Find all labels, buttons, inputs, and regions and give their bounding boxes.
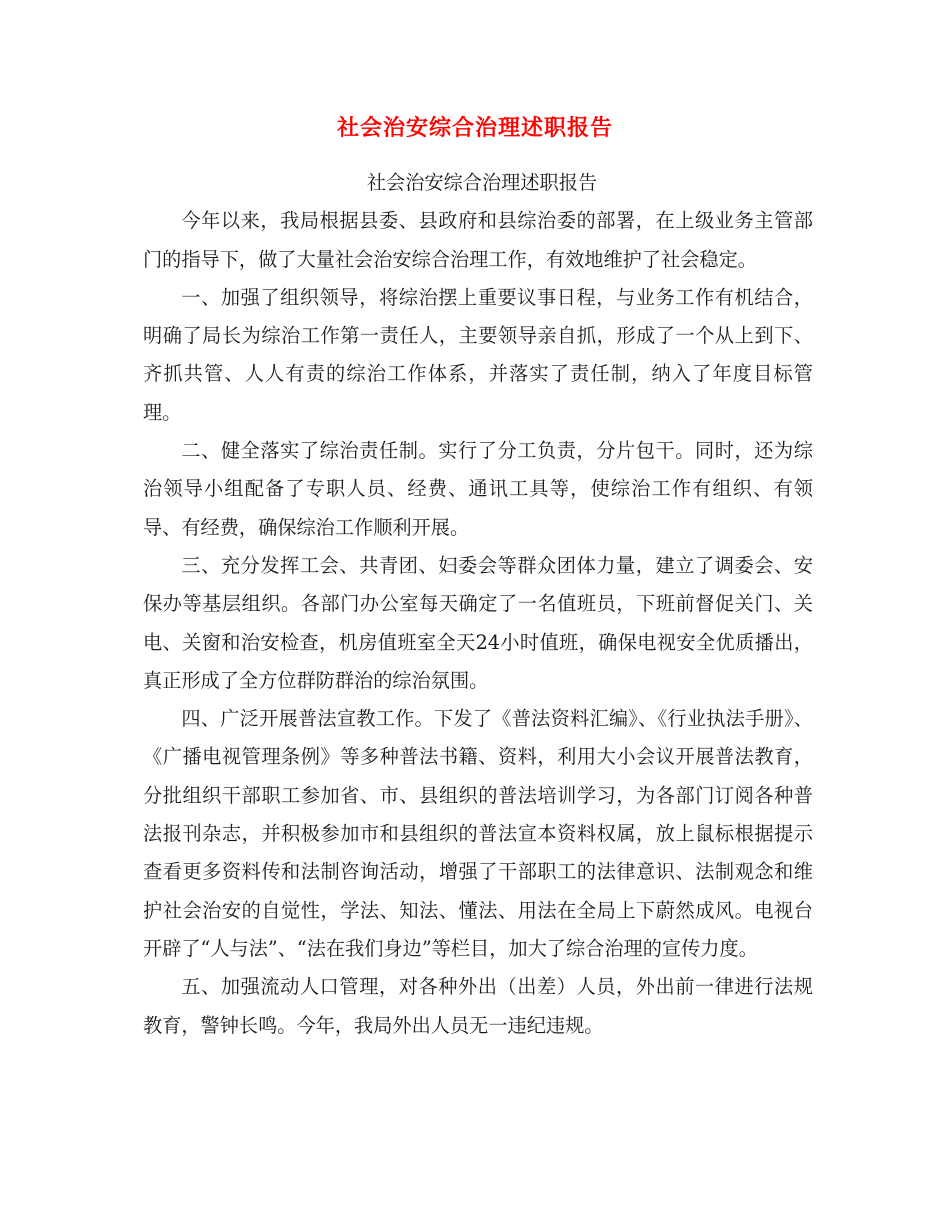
document-body — [143, 164, 813, 1045]
paragraph-section-4: 四、广泛开展普法宣教工作。下发了《普法资料汇编》、《行业执法手册》、《广播电视管理条例》等多种普法书籍、资料，利用大小会议开展普法教育，分批组织干部职工参加省、市、县组织的普法培训学习，为各部门订阅各种普法报刊杂志，并积极参加市和县组织的普法宣本资料权属，放上鼠标根据提示查看更多资料传和法制咨询活动，增强了干部职工的法律意识、法制观念和维护社会治安的自觉性，学法、知法、懂法、用法在全局上下蔚然成风。电视台开辟了“人与法”、“法在我们身边”等栏目，加大了综合治理的宣传力度。 — [143, 707, 813, 960]
paragraph-section-5: 五、加强流动人口管理，对各种外出（出差）人员，外出前一律进行法规教育，警钟长鸣。今年，我局外出人员无一违纪违规。 — [143, 975, 813, 1037]
paragraph-section-2: 二、健全落实了综治责任制。实行了分工负责，分片包干。同时，还为综治领导小组配备了专职人员、经费、通讯工具等，使综治工作有组织、有领导、有经费，确保综治工作顺利开展。 — [143, 439, 813, 539]
document-title: 社会治安综合治理述职报告 — [336, 115, 613, 141]
document-subtitle: 社会治安综合治理述职报告 — [366, 171, 598, 194]
paragraph-intro: 今年以来，我局根据县委、县政府和县综治委的部署，在上级业务主管部门的指导下，做了大量社会治安综合治理工作，有效地维护了社会稳定。 — [143, 209, 813, 271]
paragraph-section-3: 三、充分发挥工会、共青团、妇委会等群众团体力量，建立了调委会、安保办等基层组织。各部门办公室每天确定了一名值班员，下班前督促关门、关电、关窗和治安检查，机房值班室全天24小时值班，确保电视安全优质播出，真正形成了全方位群防群治的综治氛围。 — [143, 553, 813, 692]
paragraph-section-1: 一、加强了组织领导，将综治摆上重要议事日程，与业务工作有机结合，明确了局长为综治工作第一责任人，主要领导亲自抓，形成了一个从上到下、齐抓共管、人人有责的综治工作体系，并落实了责任制，纳入了年度目标管理。 — [143, 285, 813, 424]
